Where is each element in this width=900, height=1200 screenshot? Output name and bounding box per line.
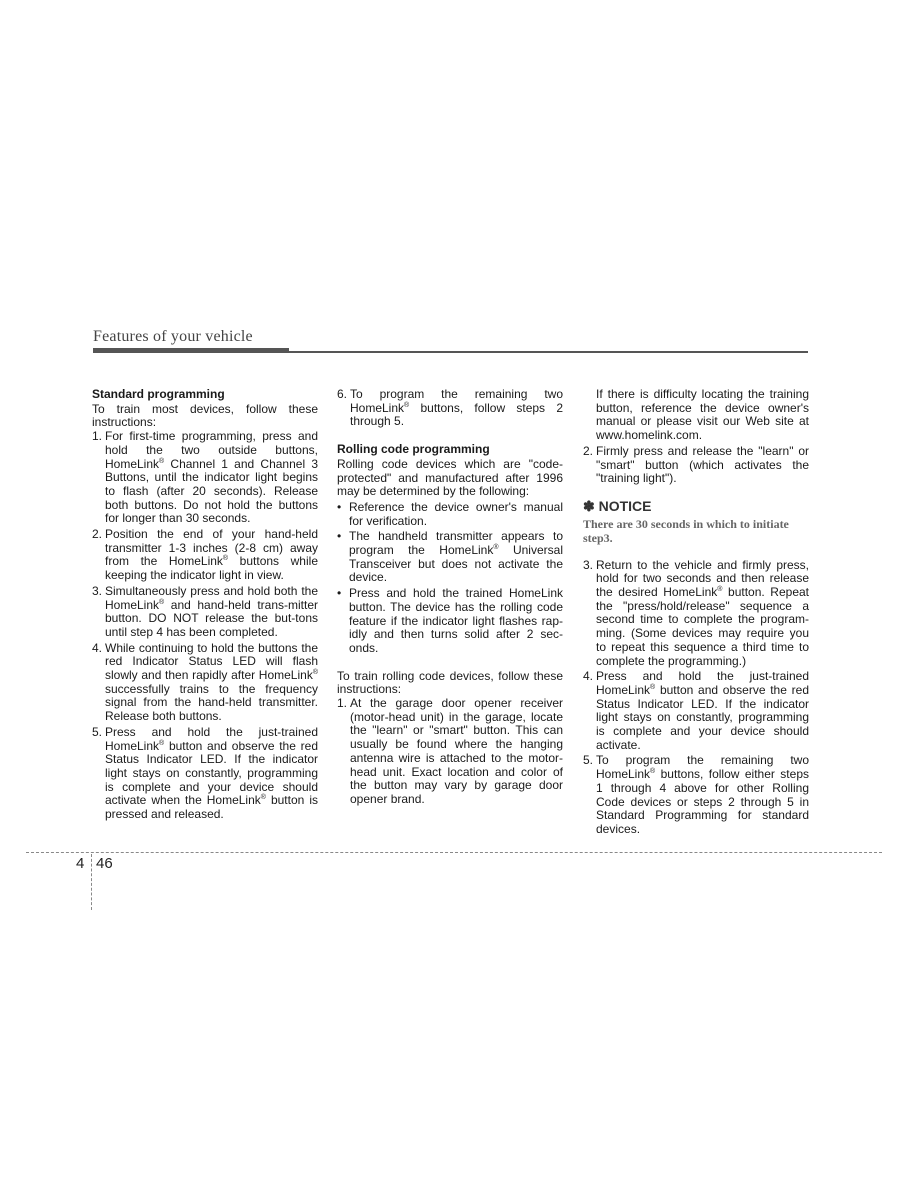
- column-right: [583, 388, 809, 839]
- step-number: 3.: [92, 583, 103, 598]
- bullet-text: Reference the device owner's manual for verification.: [349, 499, 563, 528]
- list-item: [583, 445, 809, 486]
- step-number: 1.: [337, 696, 348, 711]
- registered-mark: ®: [222, 555, 229, 563]
- section-title: Features of your vehicle: [93, 328, 253, 345]
- bullet-text: The handheld transmitter appears to program the HomeLink® Universal Transceiver but does not activate the device.: [349, 529, 563, 585]
- list-item: [337, 697, 563, 807]
- list-item: [337, 587, 563, 656]
- step-text: Position the end of your hand-held transmitter 1-3 inches (2-8 cm) away from the HomeLink® buttons while keeping the indicator light in view.: [105, 527, 318, 583]
- standard-programming-intro: To train most devices, follow these instructions:: [92, 401, 318, 430]
- registered-mark: ®: [159, 598, 165, 606]
- header-rule-thin: [289, 351, 808, 353]
- step-text: Return to the vehicle and firmly press, hold for two seconds and then release the desired HomeLink® button. Repeat the "press/hold/release" sequence a second time to complete the program-ming. (Some devices may require you to repeat this sequence a third time to complete the programming.): [596, 557, 809, 668]
- registered-mark: ®: [650, 683, 656, 691]
- list-item: [92, 430, 318, 526]
- bullet-text: Press and hold the trained HomeLink button. The device has the rolling code feature if the indicator light flashes rap-idly and then turns solid after 2 sec-onds.: [349, 586, 563, 655]
- footer-dashed-divider: [91, 854, 92, 910]
- column-left: [92, 388, 318, 824]
- bullet-icon: •: [337, 499, 342, 514]
- bullet-icon: •: [337, 529, 342, 544]
- registered-mark: ®: [650, 768, 656, 776]
- registered-mark: ®: [312, 669, 318, 677]
- rolling-code-intro: Rolling code devices which are "code-protected" and manufactured after 1996 may be determined by the following:: [337, 456, 563, 499]
- step-number: 4.: [92, 640, 103, 655]
- step-number: 5.: [92, 724, 103, 739]
- rolling-steps-list-b: [583, 559, 809, 837]
- step-number: 5.: [583, 753, 594, 768]
- registered-mark: ®: [717, 586, 723, 594]
- list-item: [337, 530, 563, 585]
- step-text: To program the remaining two HomeLink® buttons, follow steps 2 through 5.: [350, 387, 563, 429]
- list-item: [92, 726, 318, 822]
- step-number: 6.: [337, 387, 348, 401]
- standard-step-6-list: [337, 388, 563, 429]
- column-middle: [337, 388, 563, 809]
- step-number: 2.: [92, 527, 103, 542]
- header-rule-thick: [93, 348, 289, 353]
- registered-mark: ®: [404, 401, 410, 409]
- list-item: [583, 670, 809, 752]
- list-item: [92, 642, 318, 724]
- list-item: [583, 559, 809, 669]
- rolling-steps-list-a: [583, 445, 809, 486]
- step-1-continuation: If there is difficulty locating the training button, reference the device owner's manual or please visit our Web site at www.homelink.com.: [596, 387, 809, 443]
- step-text: To program the remaining two HomeLink® buttons, follow either steps 1 through 4 above for other Rolling Code devices or steps 2 through 5 in Standard Programming for standard devices.: [596, 753, 809, 836]
- step-text: Press and hold the just-trained HomeLink® button and observe the red Status Indicator LED. If the indicator light stays on constantly, programming is complete and your device should activate when the HomeLink® button is pressed and released.: [105, 724, 319, 822]
- footer-dashed-rule: [26, 852, 882, 853]
- standard-steps-list: [92, 430, 318, 822]
- page-number: 46: [96, 855, 113, 872]
- registered-mark: ®: [159, 739, 165, 747]
- step-number: 2.: [583, 443, 594, 458]
- registered-mark: ®: [260, 794, 266, 802]
- notice-title: ✽ NOTICE: [583, 497, 652, 514]
- registered-mark: ®: [493, 544, 499, 552]
- step-text: Firmly press and release the "learn" or "smart" button (which activates the "training light").: [596, 443, 809, 486]
- rolling-code-heading: Rolling code programming: [337, 442, 490, 457]
- step-text: At the garage door opener receiver (motor-head unit) in the garage, locate the "learn" or "smart" button. This can usually be found where the hanging antenna wire is attached to the motor-head unit. Exact location and color of the button may vary by garage door opener brand.: [350, 696, 563, 806]
- list-item: [337, 501, 563, 528]
- bullet-icon: •: [337, 586, 342, 601]
- notice-box: [583, 497, 809, 545]
- rolling-steps-list: [337, 697, 563, 807]
- chapter-number: 4: [76, 855, 85, 872]
- step-number: 3.: [583, 557, 594, 572]
- list-item: [583, 754, 809, 836]
- registered-mark: ®: [159, 457, 165, 465]
- notice-text: There are 30 seconds in which to initiate step3.: [583, 516, 789, 545]
- step-text: While continuing to hold the buttons the red Indicator Status LED will flash slowly and then rapidly after HomeLink® successfully trains to the frequency signal from the hand-held transmitter. Release both buttons.: [105, 640, 318, 724]
- step-text: For first-time programming, press and hold the two outside buttons, HomeLink® Channel 1 and Channel 3 Buttons, until the indicator light begins to flash (after 20 seconds). Release both buttons. Do not hold the buttons for longer than 30 seconds.: [105, 429, 318, 526]
- rolling-code-bullets: [337, 501, 563, 656]
- step-text: Simultaneously press and hold both the HomeLink® and hand-held trans-mitter button. DO NOT release the but-tons until step 4 has been completed.: [105, 583, 318, 639]
- list-item: [92, 585, 318, 640]
- rolling-code-intro-2: To train rolling code devices, follow these instructions:: [337, 668, 563, 697]
- step-number: 1.: [92, 429, 103, 444]
- list-item: [92, 528, 318, 583]
- list-item: [337, 388, 563, 429]
- step-number: 4.: [583, 669, 594, 684]
- step-text: Press and hold the just-trained HomeLink® button and observe the red Status Indicator LED. If the indicator light stays on constantly, programming is complete and your device should activate.: [596, 669, 809, 752]
- standard-programming-heading: Standard programming: [92, 387, 225, 401]
